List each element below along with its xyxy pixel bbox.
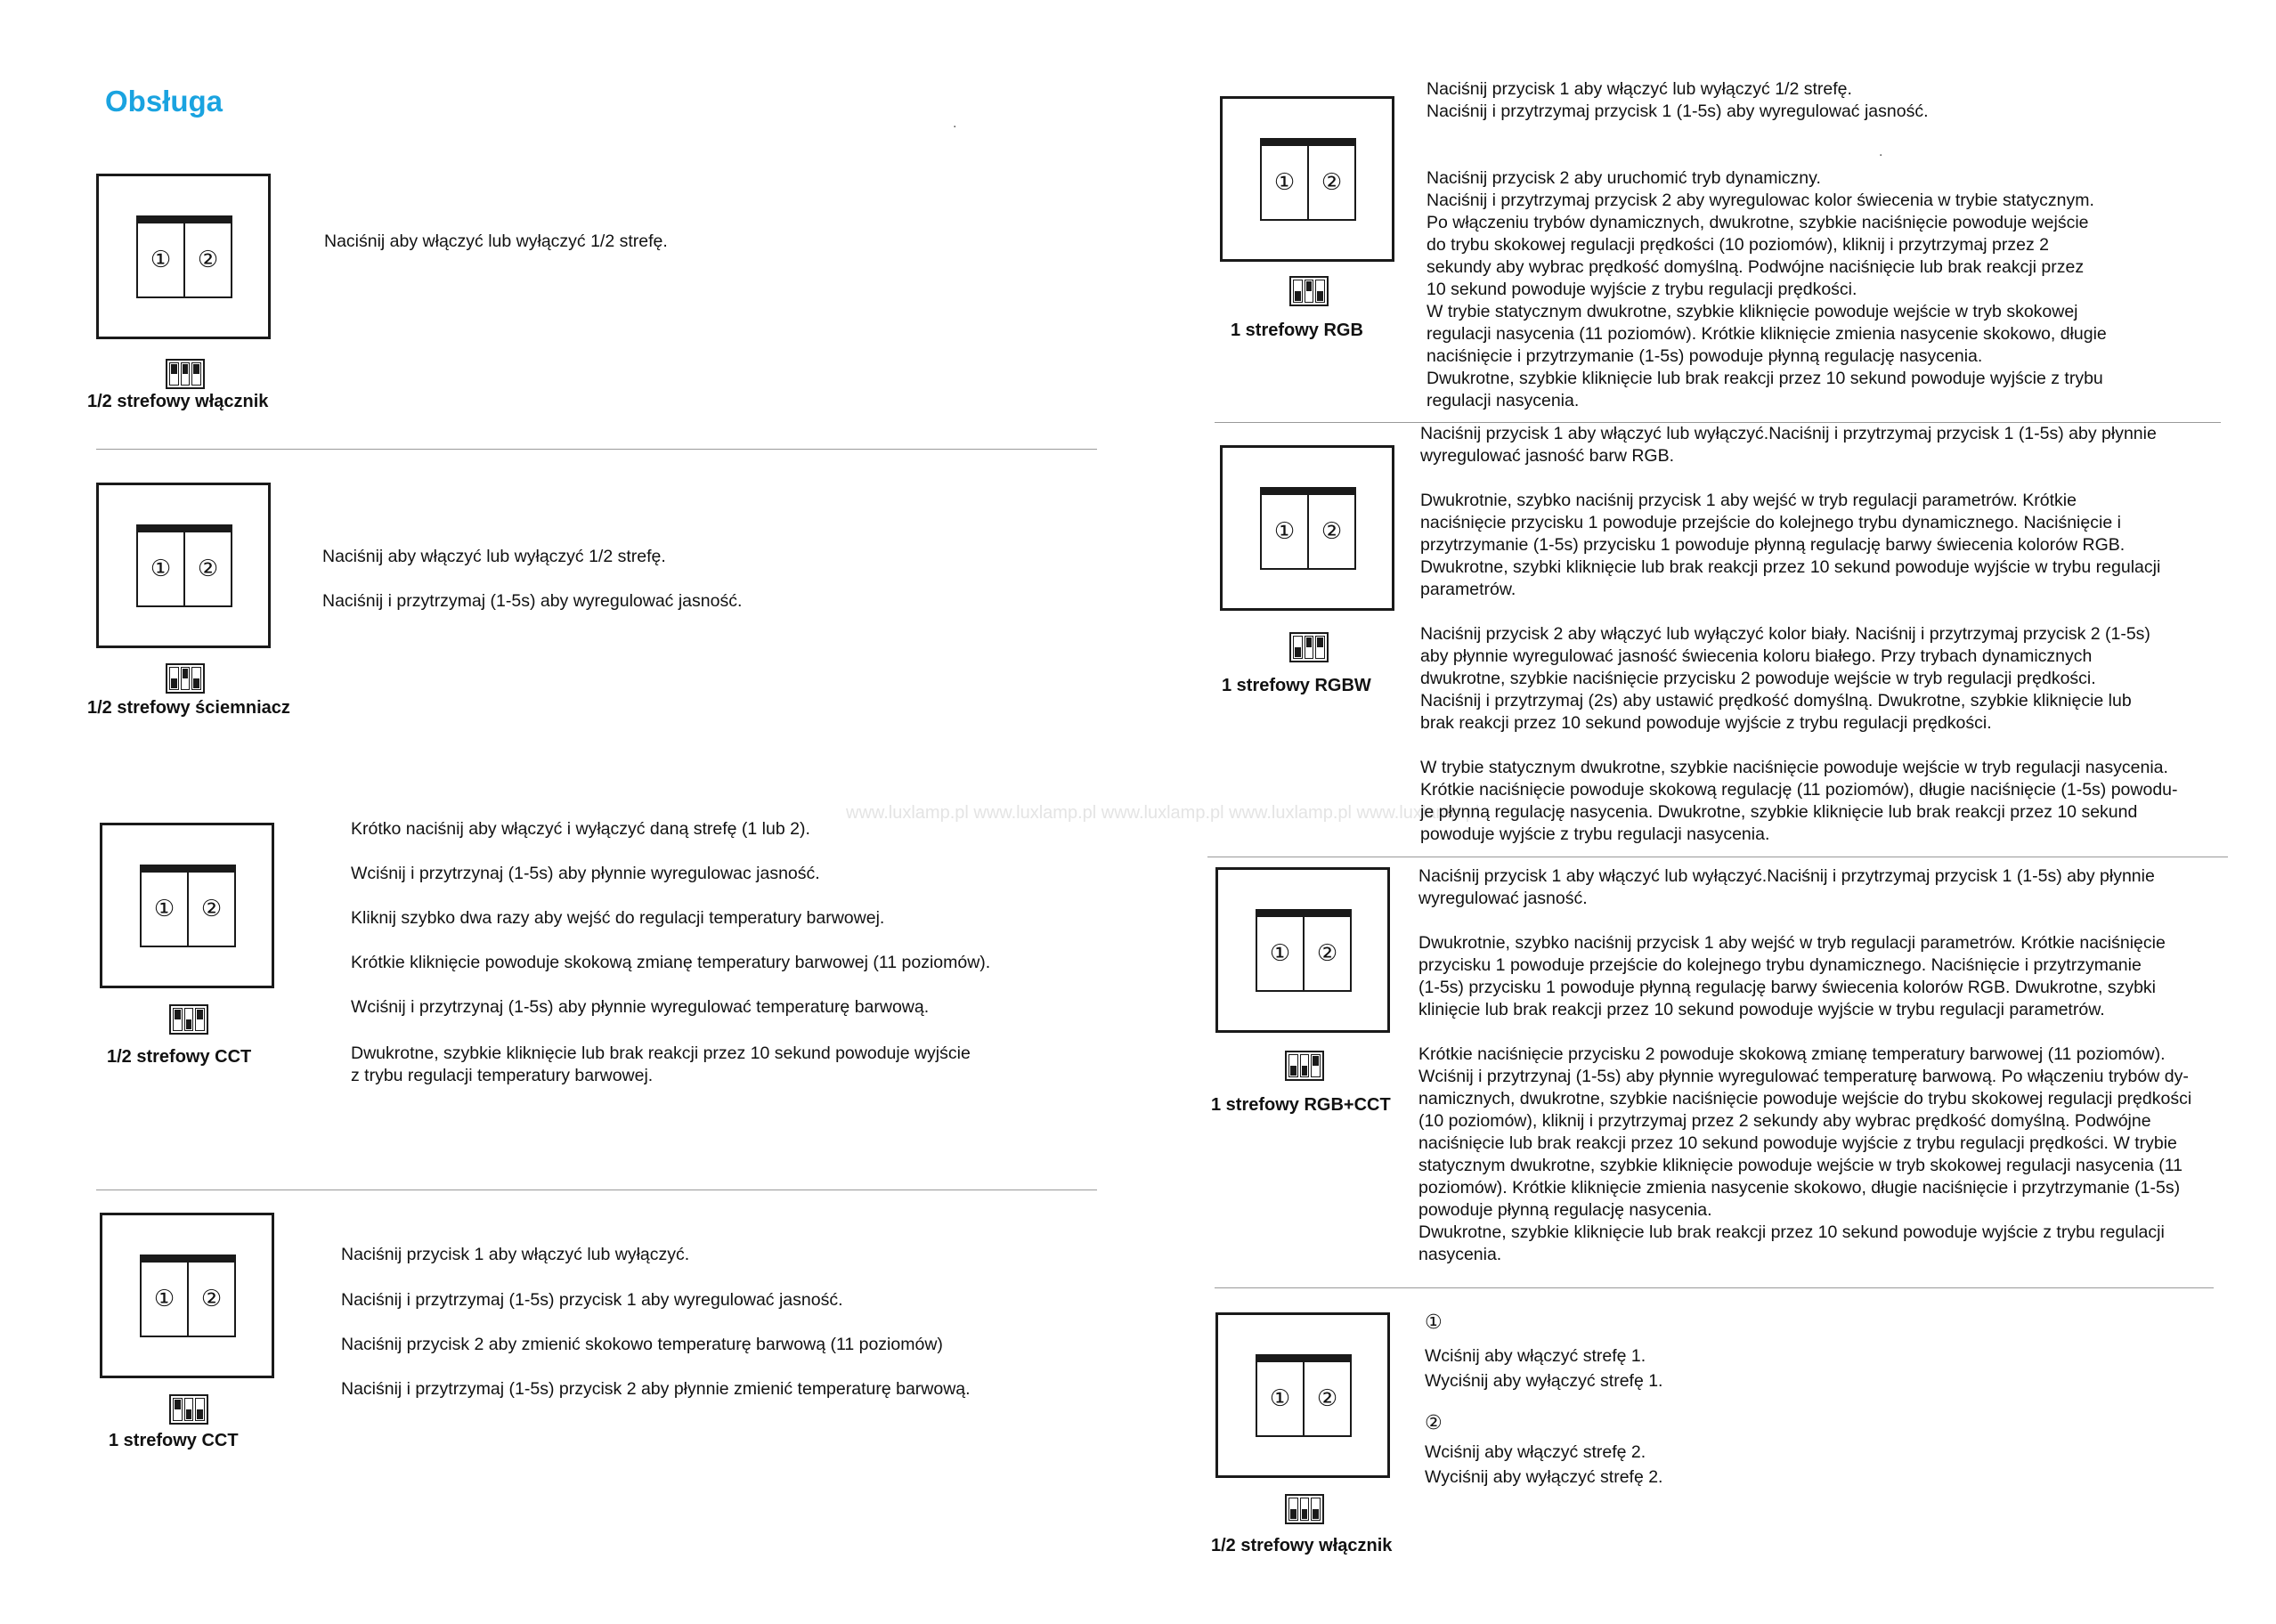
key-2: ② [183, 532, 231, 605]
instruction-text: Wciśnij i przytrzynaj (1-5s) aby płynnie wyregulować temperaturę barwową. [351, 997, 930, 1017]
key-1: ① [150, 247, 172, 273]
instruction-text: Naciśnij i przytrzymaj (1-5s) aby wyregulować jasność. [322, 591, 743, 611]
switch-panel-drawing [96, 174, 271, 339]
switch-panel-drawing [1215, 867, 1390, 1033]
section-label: 1 strefowy CCT [109, 1431, 239, 1450]
instruction-text: Naciśnij aby włączyć lub wyłączyć 1/2 strefę. [324, 231, 668, 251]
instruction-text: Krótko naciśnij aby włączyć i wyłączyć daną strefę (1 lub 2). [351, 819, 810, 839]
switch-panel-drawing [100, 1213, 274, 1378]
stray-dot: . [953, 116, 957, 131]
key-2: ② [1303, 1362, 1350, 1435]
dip-switch-icon [1289, 276, 1329, 306]
watermark: www.luxlamp.pl www.luxlamp.pl www.luxlamp.pl www.luxlamp.pl www.luxlamp.pl [846, 803, 1480, 823]
key-2: ② [187, 1263, 234, 1336]
key-2: ② [1303, 917, 1350, 990]
key-1: ① [1269, 1385, 1291, 1412]
section-label: 1 strefowy RGB+CCT [1211, 1095, 1391, 1115]
section-label: 1/2 strefowy CCT [107, 1047, 252, 1067]
dip-switch-icon [166, 663, 205, 694]
stray-dot: . [1879, 144, 1883, 159]
instruction-text: Krótkie kliknięcie powoduje skokową zmianę temperatury barwowej (11 poziomów). [351, 953, 991, 972]
section-label: 1/2 strefowy włącznik [1211, 1536, 1393, 1555]
instruction-text: Dwukrotne, szybkie kliknięcie lub brak reakcji przez 10 sekund powoduje wyjście [351, 1043, 971, 1063]
key-2: ② [187, 873, 234, 946]
key-1: ① [1273, 169, 1296, 196]
page-title: Obsługa [105, 85, 224, 118]
section-label: 1/2 strefowy ściemniacz [87, 698, 290, 718]
section-label: 1/2 strefowy włącznik [87, 392, 269, 411]
key-1: ① [150, 556, 172, 582]
dip-switch-icon [1285, 1494, 1324, 1524]
divider [96, 449, 1097, 450]
instruction-text: Wciśnij i przytrzynaj (1-5s) aby płynnie wyregulowac jasność. [351, 864, 820, 883]
dip-switch-icon [166, 359, 205, 389]
zone-2-marker: ② [1425, 1412, 1443, 1434]
key-1: ① [1273, 518, 1296, 545]
key-1: ① [153, 1286, 175, 1312]
key-1: ① [153, 896, 175, 922]
dip-switch-icon [1289, 632, 1329, 662]
instruction-block: Naciśnij przycisk 1 aby włączyć lub wyłączyć 1/2 strefę. Naciśnij i przytrzymaj przycisk 1 (1-5s) aby wyregulować jasność. Naciśnij przycisk 2 aby uruchomić tryb dynamiczny. Naciśnij i przytrzymaj przycisk 2 aby wyregulowac kolor świecenia w trybie statycznym. Po włączeniu trybów dynamicznych, dwukrotne, szybkie naciśnięcie powoduje wejście do trybu skokowej regulacji prędkości (10 poziomów), kliknij i przytrzymaj przez 2 sekundy aby wybrac prędkość domyślną. Podwójne naciśnięcie lub brak reakcji przez 10 sekund powoduje wyjście z trybu regulacji prędkości. W trybie statycznym dwukrotne, szybkie kliknięcie powoduje wejście w tryb skokowej regulacji nasycenia (11 poziomów). Krótkie kliknięcie zmienia nasycenie skokowo, długie naciśnięcie i przytrzymanie (1-5s) powoduje płynną regulację nasycenia. Dwukrotne, szybkie kliknięcie lub brak reakcji przez 10 sekund powoduje wyjście z trybu regulacji nasycenia. [1427, 79, 2107, 410]
switch-panel-drawing [96, 483, 271, 648]
instruction-text: z trybu regulacji temperatury barwowej. [351, 1066, 654, 1085]
instruction-block: Naciśnij przycisk 1 aby włączyć lub wyłączyć.Naciśnij i przytrzymaj przycisk 1 (1-5s) aby płynnie wyregulować jasność barw RGB. Dwukrotnie, szybko naciśnij przycisk 1 aby wejść w tryb regulacji parametrów. Krótkie naciśnięcie przycisku 1 powoduje przejście do kolejnego trybu dynamicznego. Naciśnięcie i przytrzymanie (1-5s) przycisku 1 powoduje płynną regulację barwy świecenia kolorów RGB. Dwukrotne, szybki kliknięcie lub brak reakcji przez 10 sekund powoduje wyjście w trybu regulacji parametrów. Naciśnij przycisk 2 aby włączyć lub wyłączyć kolor biały. Naciśnij i przytrzymaj przycisk 2 (1-5s) aby płynnie wyregulować jasność świecenia koloru białego. Przy trybach dynamicznych dwukrotne, szybkie naciśnięcie przycisku 2 powoduje wejście w tryb regulacji prędkości. Naciśnij i przytrzymaj (2s) aby ustawić prędkość domyślną. Dwukrotne, szybkie kliknięcie lub brak reakcji przez 10 sekund powoduje wyjście z trybu regulacji prędkości. W trybie statycznym dwukrotne, szybkie naciśnięcie powoduje wejście w tryb regulacji nasycenia. Krótkie naciśnięcie powoduje skokową regulację (11 poziomów), długie naciśnięcie (1-5s) powodu- je płynną regulację nasycenia. Dwukrotne, szybkie kliknięcie lub brak reakcji przez 10 sekund powoduje wyjście z trybu regulacji nasycenia. [1420, 424, 2178, 844]
instruction-text: Naciśnij i przytrzymaj (1-5s) przycisk 1 aby wyregulować jasność. [341, 1290, 843, 1310]
section-label: 1 strefowy RGB [1231, 321, 1363, 340]
instruction-text: Wciśnij aby włączyć strefę 1. [1425, 1346, 1646, 1366]
switch-panel-drawing [1215, 1312, 1390, 1478]
instruction-text: Naciśnij przycisk 1 aby włączyć lub wyłączyć. [341, 1245, 690, 1264]
instruction-text: Wyciśnij aby wyłączyć strefę 2. [1425, 1467, 1663, 1487]
key-1: ① [1269, 940, 1291, 967]
dip-switch-icon [169, 1004, 208, 1035]
key-2: ② [1307, 495, 1354, 568]
zone-1-marker: ① [1425, 1311, 1443, 1334]
dip-switch-icon [1285, 1051, 1324, 1081]
divider [1215, 1287, 2214, 1288]
instruction-text: Wyciśnij aby wyłączyć strefę 1. [1425, 1371, 1663, 1391]
switch-panel-drawing [1220, 96, 1394, 262]
instruction-block: Naciśnij przycisk 1 aby włączyć lub wyłączyć.Naciśnij i przytrzymaj przycisk 1 (1-5s) aby płynnie wyregulować jasność. Dwukrotnie, szybko naciśnij przycisk 1 aby wejść w tryb regulacji parametrów. Krótkie naciśnięcie przycisku 1 powoduje przejście do kolejnego trybu dynamicznego. Naciśnięcie i przytrzymanie (1-5s) przycisku 1 powoduje płynną regulację barwy świecenia kolorów RGB. Dwukrotne, szybki klinięcie lub brak reakcji przez 10 sekund powoduje wyjście w trybu regulacji parametrów. Krótkie naciśnięcie przycisku 2 powoduje skokową zmianę temperatury barwowej (11 poziomów). Wciśnij i przytrzynaj (1-5s) aby płynnie wyregulować temperaturę barwową. Po włączeniu trybów dy- namicznych, dwukrotne, szybkie naciśnięcie powoduje wejście do trybu skokowej regulacji prędkości (10 poziomów), kliknij i przytrzymaj przez 2 sekundy aby wybrac prędkość domyślną. Podwójne naciśnięcie lub brak reakcji przez 10 sekund powoduje wyjście z trybu regulacji prędkości. W trybie statycznym dwukrotne, szybkie kliknięcie powoduje wejście w tryb skokowej regulacji nasycenia (11 poziomów). Krótkie kliknięcie zmienia nasycenie skokowo, długie naciśnięcie i przytrzymanie (1-5s) powoduje płynną regulację nasycenia. Dwukrotne, szybkie kliknięcie lub brak reakcji przez 10 sekund powoduje wyjście z trybu regulacji nasycenia. [1418, 866, 2192, 1264]
dip-switch-icon [169, 1394, 208, 1425]
instruction-text: Wciśnij aby włączyć strefę 2. [1425, 1442, 1646, 1462]
key-2: ② [183, 223, 231, 296]
switch-panel-drawing [1220, 445, 1394, 611]
instruction-text: Naciśnij aby włączyć lub wyłączyć 1/2 strefę. [322, 547, 666, 566]
switch-panel-drawing [100, 823, 274, 988]
section-label: 1 strefowy RGBW [1222, 676, 1371, 695]
instruction-text: Kliknij szybko dwa razy aby wejść do regulacji temperatury barwowej. [351, 908, 885, 928]
key-2: ② [1307, 146, 1354, 219]
instruction-text: Naciśnij i przytrzymaj (1-5s) przycisk 2 aby płynnie zmienić temperaturę barwową. [341, 1379, 971, 1399]
instruction-text: Naciśnij przycisk 2 aby zmienić skokowo temperaturę barwową (11 poziomów) [341, 1335, 943, 1354]
